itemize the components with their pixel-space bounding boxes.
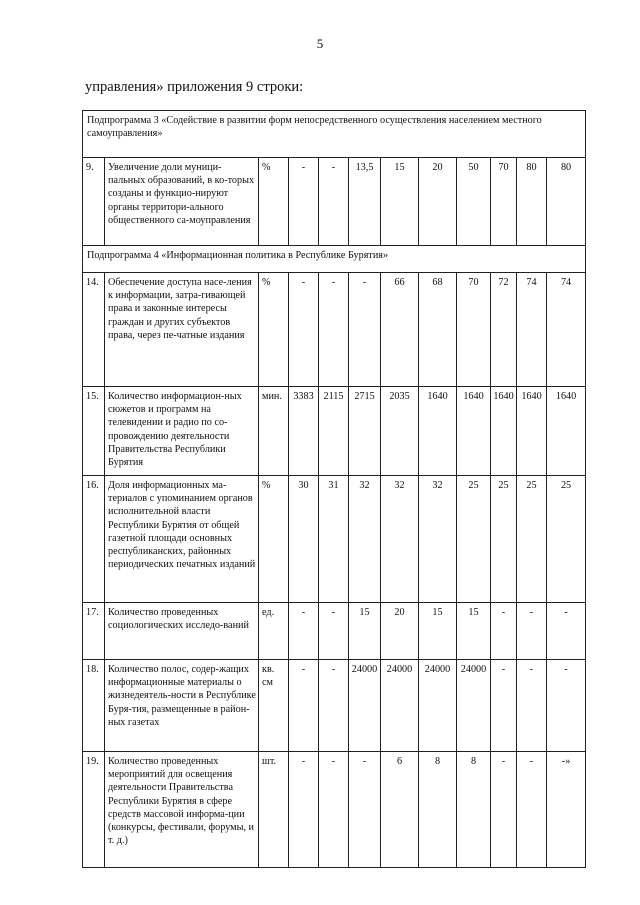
- indicators-table: [82, 110, 586, 868]
- value-cell: -: [547, 660, 586, 752]
- value-cell: 13,5: [349, 158, 381, 246]
- unit-cell: %: [259, 273, 289, 387]
- value-cell: 24000: [381, 660, 419, 752]
- row-number: 15.: [83, 387, 105, 476]
- value-cell: -: [289, 603, 319, 660]
- value-cell: 24000: [349, 660, 381, 752]
- value-cell: 1640: [491, 387, 517, 476]
- value-cell: 80: [517, 158, 547, 246]
- row-number: 19.: [83, 752, 105, 868]
- value-cell: 1640: [457, 387, 491, 476]
- value-cell: 25: [457, 476, 491, 603]
- value-cell: -: [319, 273, 349, 387]
- indicator-description: Количество полос, содер-жащих информационные материалы о жизнедеятель-ности в Республике Буря-тия, размещенные в район-ных газетах: [105, 660, 259, 752]
- table-row: [83, 158, 586, 246]
- value-cell: 1640: [517, 387, 547, 476]
- value-cell: 20: [419, 158, 457, 246]
- unit-cell: мин.: [259, 387, 289, 476]
- value-cell: 74: [547, 273, 586, 387]
- value-cell: 25: [517, 476, 547, 603]
- value-cell: 66: [381, 273, 419, 387]
- row-number: 18.: [83, 660, 105, 752]
- value-cell: -: [517, 603, 547, 660]
- table-row: [83, 387, 586, 476]
- value-cell: -: [491, 752, 517, 868]
- value-cell: 25: [547, 476, 586, 603]
- value-cell: -: [289, 660, 319, 752]
- value-cell: -: [349, 752, 381, 868]
- indicator-description: Количество информацион-ных сюжетов и программ на телевидении и радио по со-провождению деятельности Правительства Республики Бурятия: [105, 387, 259, 476]
- value-cell: 32: [419, 476, 457, 603]
- value-cell: -»: [547, 752, 586, 868]
- value-cell: 25: [491, 476, 517, 603]
- value-cell: 24000: [419, 660, 457, 752]
- table-row: [83, 752, 586, 868]
- value-cell: -: [289, 752, 319, 868]
- value-cell: 15: [349, 603, 381, 660]
- value-cell: 70: [457, 273, 491, 387]
- table-row: [83, 660, 586, 752]
- table-row: [83, 273, 586, 387]
- value-cell: 8: [457, 752, 491, 868]
- indicator-description: Количество проведенных мероприятий для освещения деятельности Правительства Республики Бурятия в сфере средств массовой информа-ции (конкурсы, фестивали, форумы, и т. д.): [105, 752, 259, 868]
- value-cell: 20: [381, 603, 419, 660]
- value-cell: -: [491, 603, 517, 660]
- value-cell: -: [319, 603, 349, 660]
- row-number: 17.: [83, 603, 105, 660]
- value-cell: -: [517, 660, 547, 752]
- unit-cell: шт.: [259, 752, 289, 868]
- value-cell: 6: [381, 752, 419, 868]
- value-cell: -: [319, 752, 349, 868]
- value-cell: 70: [491, 158, 517, 246]
- value-cell: 15: [457, 603, 491, 660]
- page-number: 5: [316, 36, 324, 51]
- value-cell: 3383: [289, 387, 319, 476]
- value-cell: 72: [491, 273, 517, 387]
- value-cell: 2715: [349, 387, 381, 476]
- indicator-description: Количество проведенных социологических исследо-ваний: [105, 603, 259, 660]
- subprogram-row: [83, 111, 586, 158]
- value-cell: 50: [457, 158, 491, 246]
- unit-cell: %: [259, 476, 289, 603]
- value-cell: 15: [381, 158, 419, 246]
- value-cell: 32: [349, 476, 381, 603]
- value-cell: 74: [517, 273, 547, 387]
- value-cell: -: [349, 273, 381, 387]
- value-cell: -: [319, 660, 349, 752]
- value-cell: 8: [419, 752, 457, 868]
- value-cell: -: [289, 158, 319, 246]
- subprogram-4-title: Подпрограмма 4 «Информационная политика в Республике Бурятия»: [83, 246, 586, 273]
- value-cell: -: [547, 603, 586, 660]
- subprogram-3-title: Подпрограмма 3 «Содействие в развитии форм непосредственного осуществления населением местного самоуправления»: [83, 111, 586, 158]
- value-cell: 80: [547, 158, 586, 246]
- value-cell: 15: [419, 603, 457, 660]
- intro-text: управления» приложения 9 строки:: [85, 79, 304, 95]
- indicator-description: Доля информационных ма-териалов с упоминанием органов исполнительной власти Республики Бурятия от общей газетной площади основных республиканских, районных периодических печатных изданий: [105, 476, 259, 603]
- row-number: 9.: [83, 158, 105, 246]
- value-cell: -: [289, 273, 319, 387]
- value-cell: 1640: [419, 387, 457, 476]
- value-cell: 32: [381, 476, 419, 603]
- indicator-description: Увеличение доли муници-пальных образований, в ко-торых созданы и функцио-нируют органы территори-ального общественного са-моуправления: [105, 158, 259, 246]
- unit-cell: кв. см: [259, 660, 289, 752]
- value-cell: 2035: [381, 387, 419, 476]
- unit-cell: ед.: [259, 603, 289, 660]
- value-cell: -: [319, 158, 349, 246]
- row-number: 16.: [83, 476, 105, 603]
- value-cell: 24000: [457, 660, 491, 752]
- value-cell: 2115: [319, 387, 349, 476]
- value-cell: 30: [289, 476, 319, 603]
- table-row: [83, 476, 586, 603]
- indicator-description: Обеспечение доступа насе-ления к информации, затра-гивающей права и законные интересы граждан и других субъектов права, через пе-чатные издания: [105, 273, 259, 387]
- subprogram-row: [83, 246, 586, 273]
- value-cell: -: [491, 660, 517, 752]
- value-cell: 68: [419, 273, 457, 387]
- row-number: 14.: [83, 273, 105, 387]
- value-cell: -: [517, 752, 547, 868]
- unit-cell: %: [259, 158, 289, 246]
- value-cell: 1640: [547, 387, 586, 476]
- table-row: [83, 603, 586, 660]
- value-cell: 31: [319, 476, 349, 603]
